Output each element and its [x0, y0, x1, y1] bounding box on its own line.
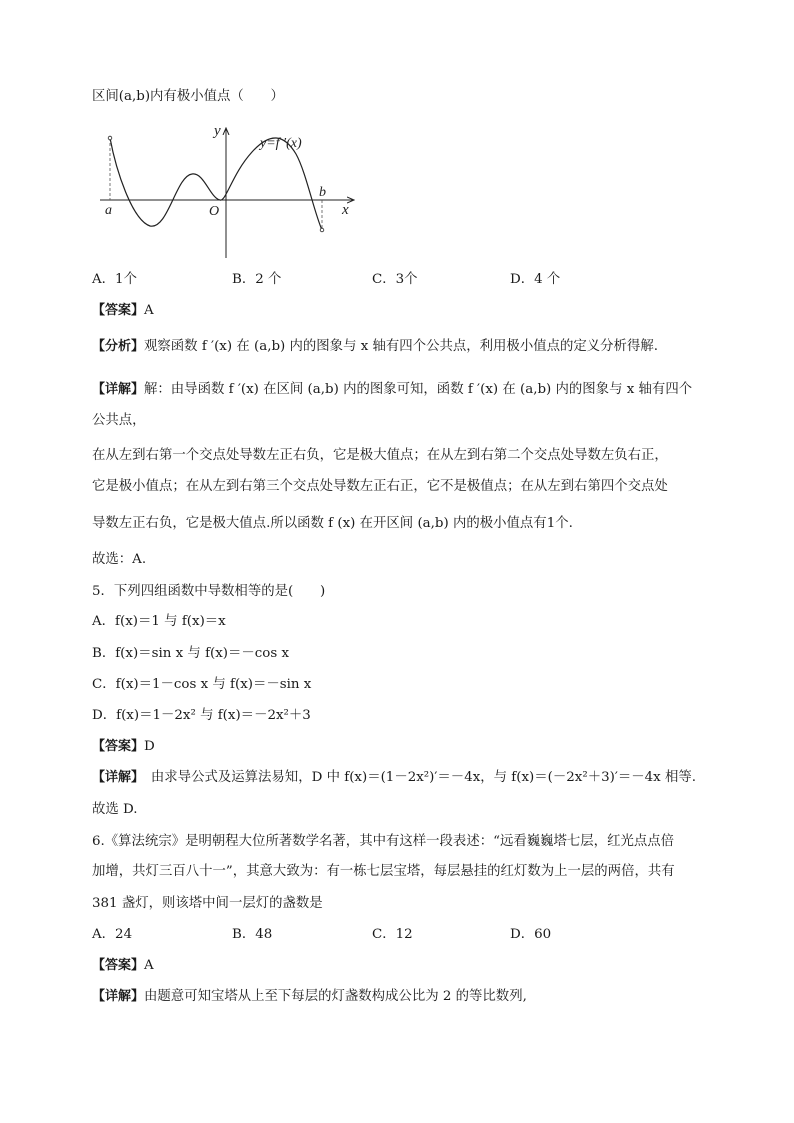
q5-answer: [92, 738, 155, 756]
curve-label: y=f ′(x): [260, 136, 302, 151]
answer-value: A: [144, 958, 154, 973]
q4-answer: [92, 302, 154, 320]
a-endpoint: [108, 136, 112, 140]
q5-stem: 5．下列四组函数中导数相等的是( ): [92, 584, 326, 599]
q6-stem-line-1: 6.《算法统宗》是明朝程大位所著数学名著，其中有这样一段表述：“远看巍巍塔七层，红光点点倍: [92, 834, 675, 849]
q6-option-d: D．60: [510, 927, 552, 942]
answer-value: A: [144, 303, 154, 318]
q5-detail-line-1: [92, 769, 696, 787]
q5-option-c: C．f(x)＝1－cos x 与 f(x)＝－sin x: [92, 677, 312, 692]
q4-detail-line-2: 公共点，: [92, 413, 146, 428]
a-label: a: [105, 203, 112, 218]
q4-detail-line-5: 导数左正右负，它是极大值点.所以函数 f (x) 在开区间 (a,b) 内的极小值点有1个.: [92, 516, 573, 531]
q6-detail: [92, 988, 527, 1006]
q4-option-d: D．4 个: [510, 272, 561, 287]
x-axis-label: x: [342, 202, 349, 218]
q5-option-b: B．f(x)＝sin x 与 f(x)＝－cos x: [92, 646, 290, 661]
analysis-text: 观察函数 f ′(x) 在 (a,b) 内的图象与 x 轴有四个公共点，利用极小值点的定义分析得解.: [144, 339, 658, 354]
q4-detail-line-3: 在从左到右第一个交点处导数左正右负，它是极大值点；在从左到右第二个交点处导数左负右正，: [92, 448, 668, 463]
q6-answer: [92, 957, 154, 975]
q4-detail-line-4: 它是极小值点；在从左到右第三个交点处导数左正右正，它不是极值点；在从左到右第四个交点处: [92, 479, 668, 494]
answer-tag: 【答案】: [92, 958, 145, 973]
detail-tag: 【详解】: [92, 989, 145, 1004]
answer-tag: 【答案】: [92, 303, 145, 318]
q4-analysis: [92, 338, 658, 356]
answer-value: D: [144, 739, 155, 754]
detail-text: 由题意可知宝塔从上至下每层的灯盏数构成公比为 2 的等比数列,: [144, 989, 527, 1004]
q4-option-b: B．2 个: [232, 272, 282, 287]
q5-option-a: A．f(x)＝1 与 f(x)＝x: [92, 614, 226, 629]
answer-tag: 【答案】: [92, 739, 145, 754]
q5-detail-line-2: 故选 D.: [92, 802, 138, 817]
q6-option-b: B．48: [232, 927, 273, 942]
b-endpoint: [320, 228, 324, 232]
q4-stem: 区间(a,b)内有极小值点（ ）: [92, 89, 284, 104]
q6-option-a: A．24: [92, 927, 133, 942]
detail-text: 由求导公式及运算法易知，D 中 f(x)＝(1－2x²)′＝－4x，与 f(x)＝(－2x²＋3)′＝－4x 相等.: [137, 770, 697, 785]
q4-option-c: C．3个: [372, 272, 418, 287]
origin-label: O: [209, 204, 220, 219]
q6-option-c: C．12: [372, 927, 413, 942]
q6-stem-line-2: 加增，共灯三百八十一”，其意大致为：有一栋七层宝塔，每层悬挂的红灯数为上一层的两倍，共有: [92, 864, 675, 879]
q5-option-d: D．f(x)＝1－2x² 与 f(x)＝－2x²＋3: [92, 708, 311, 723]
q4-detail-line-6: 故选：A.: [92, 552, 147, 567]
q4-option-a: A．1个: [92, 272, 137, 287]
b-label: b: [319, 185, 326, 200]
q4-detail-line-1: [92, 381, 692, 399]
detail-tag: 【详解】: [92, 770, 138, 785]
detail-tag: 【详解】: [92, 382, 145, 397]
detail-text: 解：由导函数 f ′(x) 在区间 (a,b) 内的图象可知，函数 f ′(x) 在 (a,b) 内的图象与 x 轴有四个: [144, 382, 693, 397]
q6-stem-line-3: 381 盏灯，则该塔中间一层灯的盏数是: [92, 896, 323, 911]
derivative-graph: [92, 120, 362, 260]
y-axis-label: y: [214, 123, 221, 139]
analysis-tag: 【分析】: [92, 339, 145, 354]
